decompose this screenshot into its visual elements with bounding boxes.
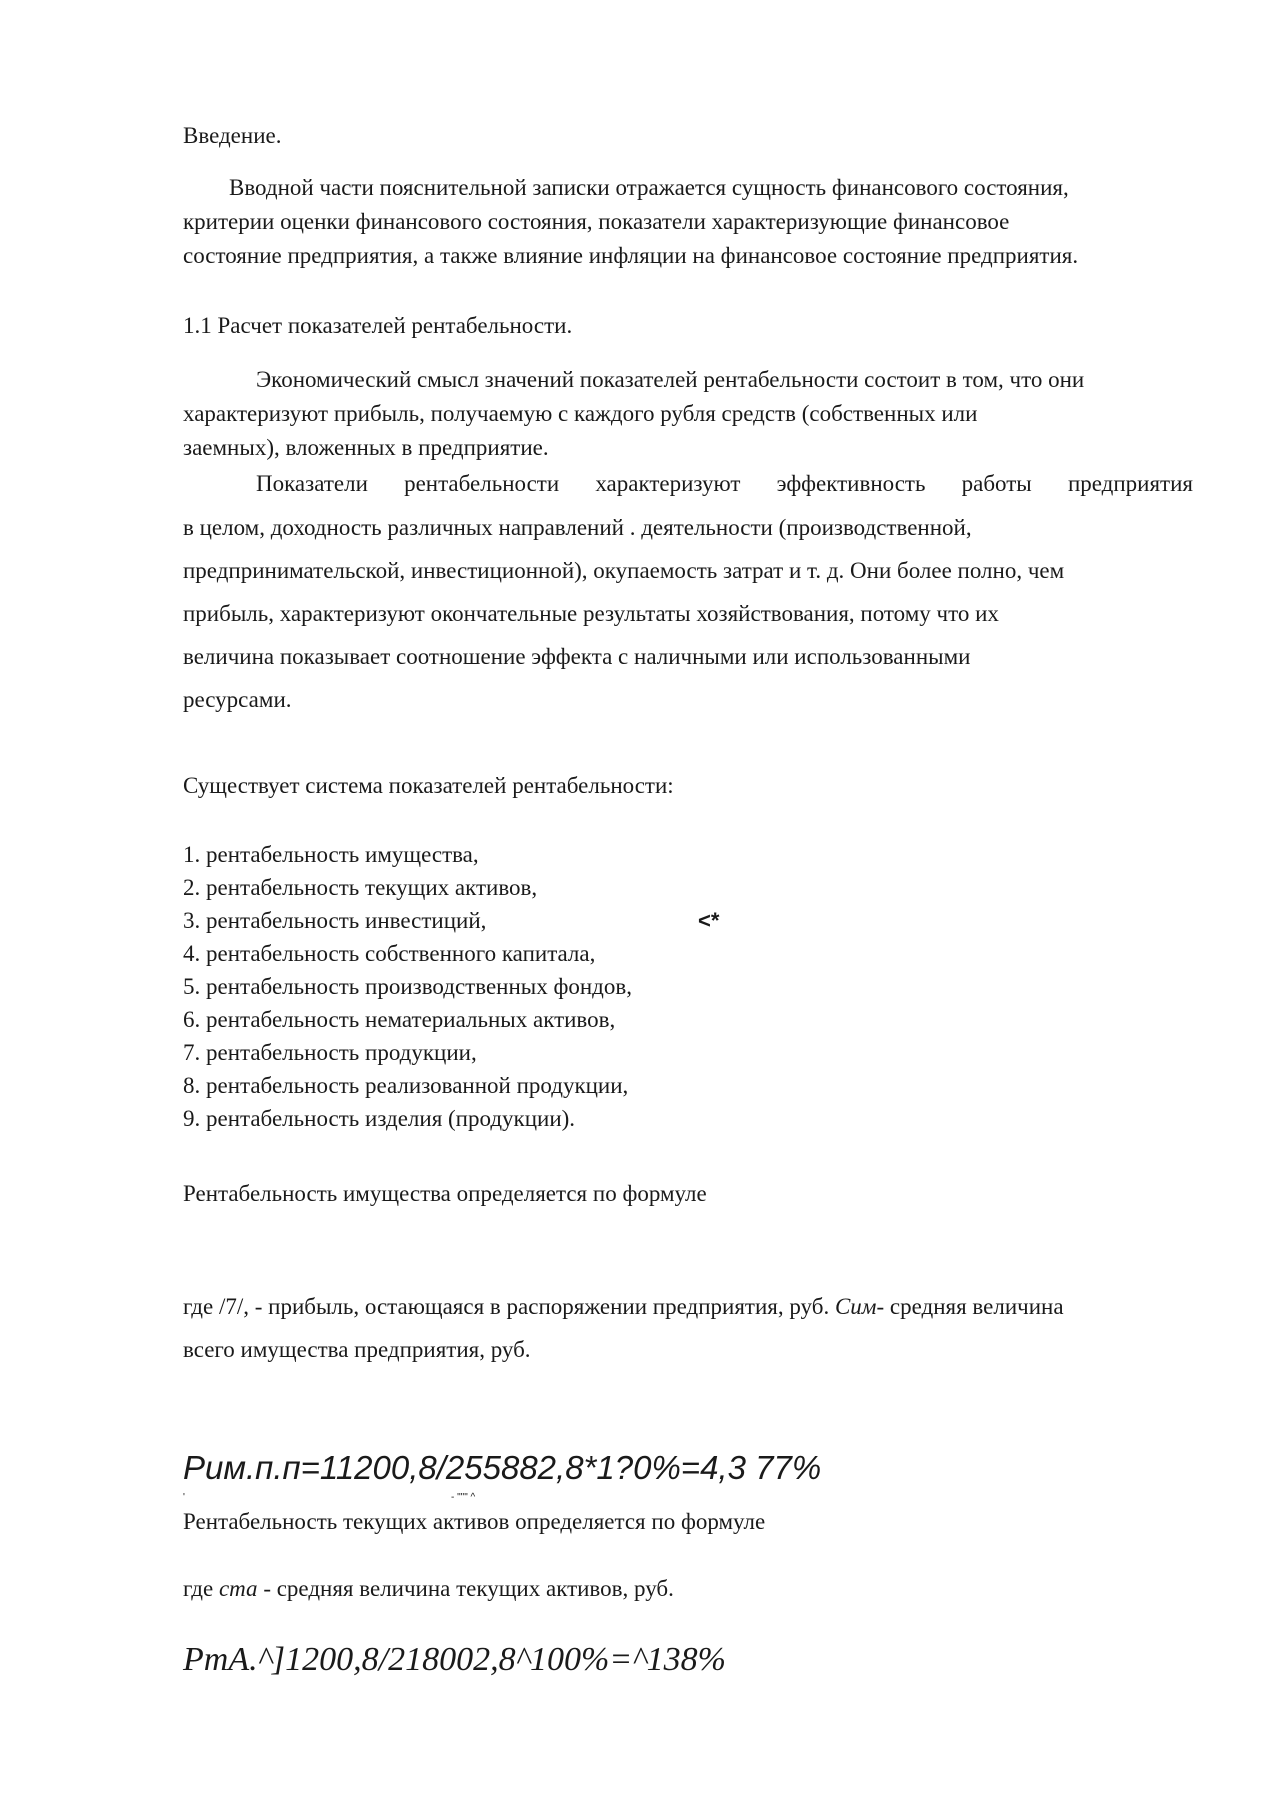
where-current-prefix: где: [183, 1576, 214, 1601]
noise-mark-left: ': [183, 1492, 185, 1503]
where-current-line: [183, 1575, 674, 1603]
section-heading: 1.1 Расчет показателей рентабельности.: [183, 313, 573, 338]
noise-mark-mid: - """ ^: [451, 1492, 476, 1503]
meaning-line-3: заемных), вложенных в предприятие.: [183, 435, 549, 460]
where-profit-symbol: Сим: [834, 1294, 877, 1319]
indicator-item-9: 9. рентабельность изделия (продукции).: [183, 1106, 576, 1131]
efficiency-line-6: ресурсами.: [183, 687, 292, 712]
intro-heading: Введение.: [183, 123, 282, 148]
efficiency-line-1: Показатели рентабельности характеризуют эффективность работы предприятия: [256, 471, 1193, 496]
intro-line-2: критерии оценки финансового состояния, показатели характеризующие финансовое: [183, 209, 1010, 234]
indicator-item-4: 4. рентабельность собственного капитала,: [183, 941, 596, 966]
indicator-item-3: 3. рентабельность инвестиций,: [183, 908, 487, 933]
meaning-line-2: характеризуют прибыль, получаемую с каждого рубля средств (собственных или: [183, 401, 978, 426]
where-profit-line-2: всего имущества предприятия, руб.: [183, 1337, 531, 1362]
indicator-item-7: 7. рентабельность продукции,: [183, 1040, 477, 1065]
intro-line-3: состояние предприятия, а также влияние инфляции на финансовое состояние предприятия.: [183, 243, 1079, 268]
current-assets-intro: Рентабельность текущих активов определяется по формуле: [183, 1509, 766, 1534]
formula-current-assets-return: PmA.^]1200,8/218002,8^100%=^138%: [183, 1641, 726, 1678]
formula-property-return: Рим.п.п=11200,8/255882,8*1?0%=4,3 77%: [183, 1449, 822, 1486]
efficiency-line-5: величина показывает соотношение эффекта с наличными или использованными: [183, 644, 971, 669]
property-formula-intro: Рентабельность имущества определяется по формуле: [183, 1181, 707, 1206]
intro-line-1: Вводной части пояснительной записки отражается сущность финансового состояния,: [229, 175, 1069, 200]
indicator-item-1: 1. рентабельность имущества,: [183, 842, 479, 867]
efficiency-line-3: предпринимательской, инвестиционной), окупаемость затрат и т. д. Они более полно, чем: [183, 558, 1065, 583]
where-profit-line-1: [183, 1293, 1064, 1321]
efficiency-line-2: в целом, доходность различных направлений . деятельности (производственной,: [183, 515, 972, 540]
indicator-item-6: 6. рентабельность нематериальных активов,: [183, 1007, 616, 1032]
meaning-line-1: Экономический смысл значений показателей рентабельности состоит в том, что они: [256, 367, 1085, 392]
where-profit-suffix: - средняя величина: [876, 1294, 1064, 1319]
where-current-symbol: ста: [218, 1576, 258, 1601]
where-current-suffix: - средняя величина текущих активов, руб.: [263, 1576, 674, 1601]
system-heading: Существует система показателей рентабельности:: [183, 773, 674, 798]
indicator-item-2: 2. рентабельность текущих активов,: [183, 875, 538, 900]
indicator-item-5: 5. рентабельность производственных фондов,: [183, 974, 632, 999]
stray-mark: <*: [698, 908, 720, 933]
where-profit-prefix: где /7/, - прибыль, остающаяся в распоряжении предприятия, руб.: [183, 1294, 830, 1319]
efficiency-line-4: прибыль, характеризуют окончательные результаты хозяйствования, потому что их: [183, 601, 999, 626]
indicator-item-8: 8. рентабельность реализованной продукции,: [183, 1073, 629, 1098]
